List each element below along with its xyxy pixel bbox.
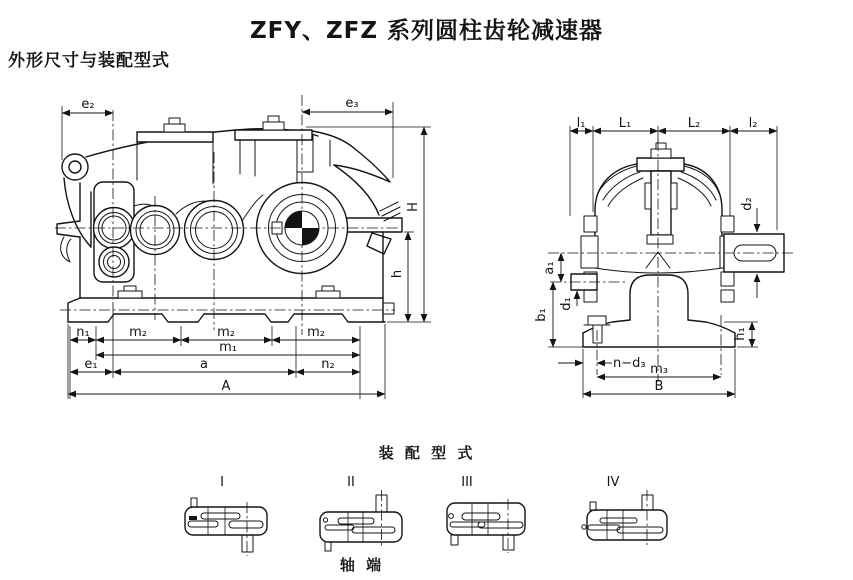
assembly-type-1-diagram bbox=[185, 498, 267, 556]
dim-a: a bbox=[200, 357, 208, 372]
page-title: ZFY、ZFZ 系列圆柱齿轮减速器 bbox=[249, 18, 604, 44]
dim-e3: e₃ bbox=[345, 96, 359, 111]
dim-h: h bbox=[390, 269, 405, 279]
front-base bbox=[68, 286, 385, 322]
dim-m2-2: m₂ bbox=[217, 325, 235, 340]
side-view bbox=[534, 116, 795, 398]
dim-m1: m₁ bbox=[219, 340, 237, 355]
dim-B: B bbox=[654, 379, 664, 394]
shaft-quadrant-mark bbox=[285, 211, 319, 245]
dim-b1: b₁ bbox=[534, 308, 549, 322]
assembly-type-2-label: II bbox=[347, 475, 355, 490]
dim-d2: d₂ bbox=[740, 197, 755, 211]
dim-m2-3: m₂ bbox=[307, 325, 325, 340]
dim-l2: l₂ bbox=[748, 116, 758, 131]
dim-e2: e₂ bbox=[81, 97, 95, 112]
shaft-end-label: 轴 端 bbox=[339, 556, 385, 574]
assembly-type-1-label: I bbox=[220, 475, 224, 490]
dim-a1: a₁ bbox=[542, 261, 557, 275]
assembly-type-2-diagram bbox=[320, 490, 402, 551]
dim-e1: e₁ bbox=[84, 357, 98, 372]
dim-d1: d₁ bbox=[559, 297, 574, 311]
dim-L1: L₁ bbox=[618, 116, 632, 131]
assembly-heading: 装 配 型 式 bbox=[378, 444, 476, 462]
assembly-type-4-diagram bbox=[582, 490, 667, 545]
side-base bbox=[583, 316, 735, 347]
dim-m3: m₃ bbox=[650, 362, 668, 377]
assembly-type-3-label: III bbox=[461, 475, 473, 490]
front-view bbox=[55, 95, 431, 399]
assembly-type-4-label: IV bbox=[606, 475, 620, 490]
section-heading: 外形尺寸与装配型式 bbox=[8, 51, 170, 71]
dim-h1: h₁ bbox=[733, 327, 748, 341]
side-housing bbox=[581, 143, 737, 320]
assembly-types bbox=[185, 444, 667, 574]
dim-A: A bbox=[221, 379, 231, 394]
dim-l1: l₁ bbox=[576, 116, 586, 131]
dim-m2-1: m₂ bbox=[129, 325, 147, 340]
dim-n2: n₂ bbox=[321, 357, 335, 372]
dim-H: H bbox=[406, 202, 421, 212]
dim-n-d3: n−d₃ bbox=[613, 356, 646, 371]
dim-n1: n₁ bbox=[76, 325, 90, 340]
dim-L2: L₂ bbox=[687, 116, 701, 131]
assembly-type-3-diagram bbox=[447, 499, 525, 553]
